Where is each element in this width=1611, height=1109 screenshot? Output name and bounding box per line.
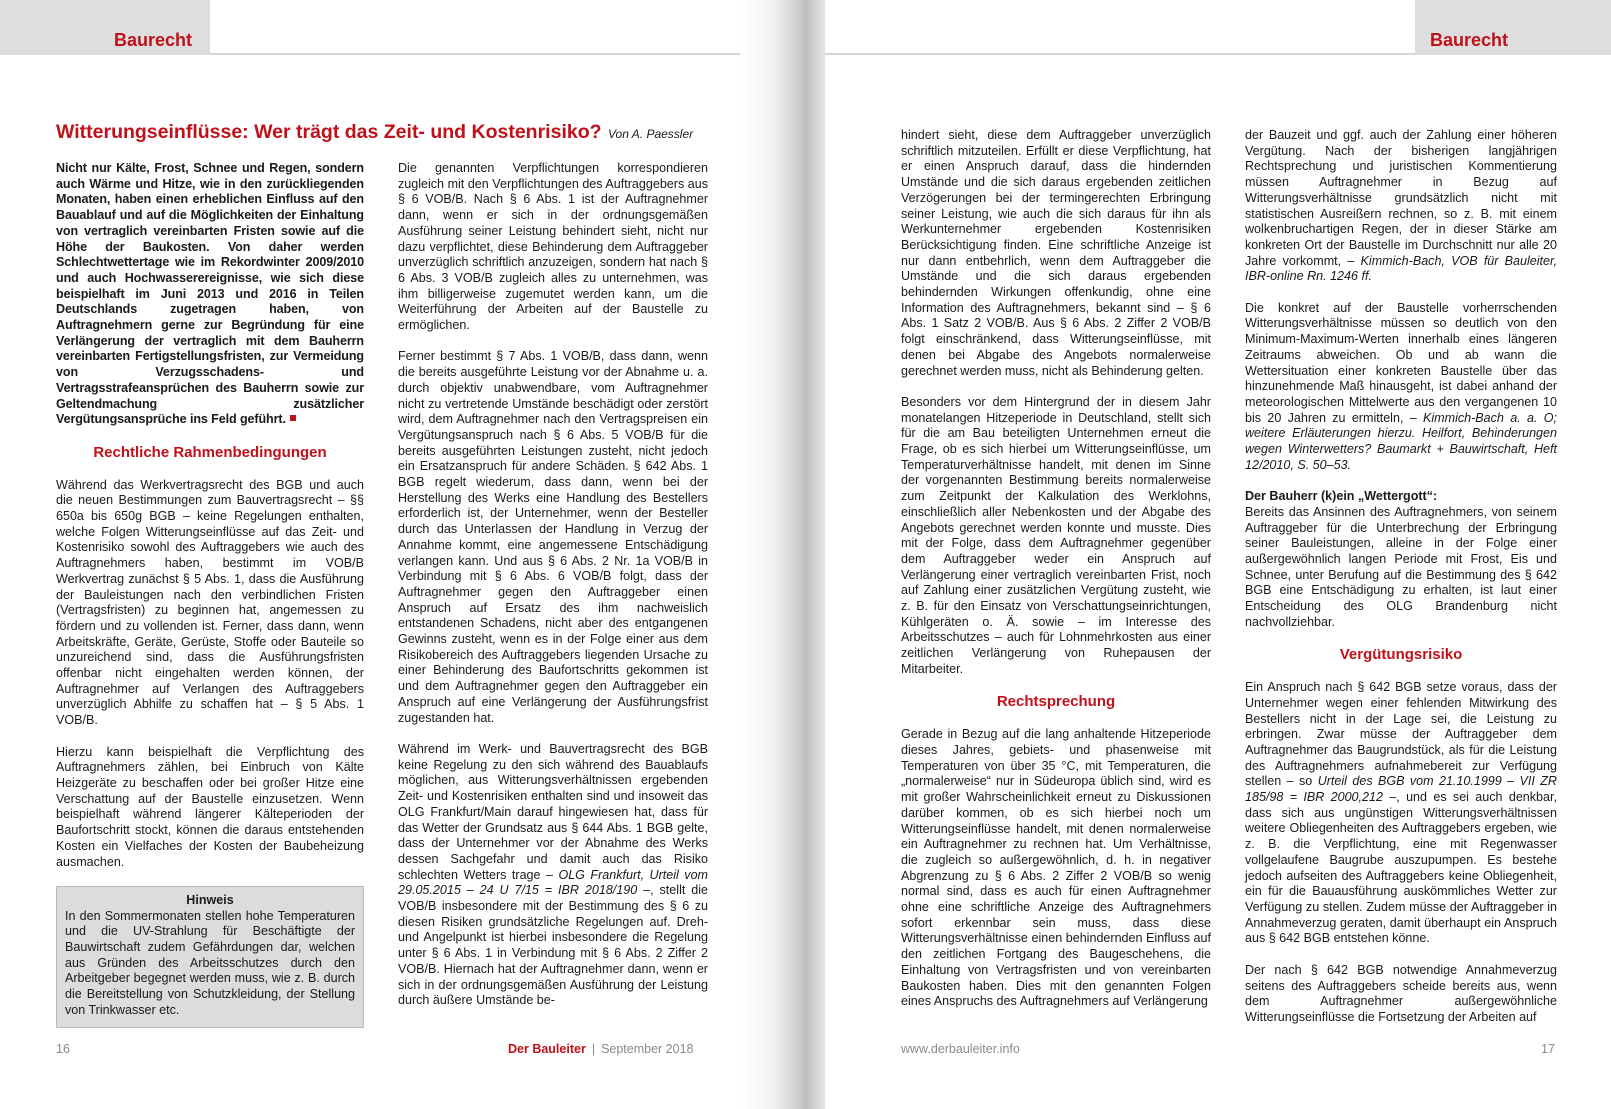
body-text: Die konkret auf der Baustelle vorherrschenden Witterungsverhältnisse müssen so deutlich von den Minimum-Maximum-Werten innerhalb eines längeren Zeitraums abweichen. Ob und ab wann die Wettersituation einer konkreten Baustelle über das hinzunehmende Maß hinausgeht, ist dabei anhand der meteorologischen Mittelwerte aus den vergangenen 10 bis 20 Jahren zu ermitteln, – bbox=[1245, 300, 1557, 425]
hinweis-box bbox=[56, 886, 364, 1028]
body-paragraph bbox=[1245, 128, 1557, 285]
right-column-1 bbox=[901, 128, 1211, 1010]
body-paragraph: Besonders vor dem Hintergrund der in diesem Jahr monatelangen Hitzeperiode in Deutschland, stellt sich für die am Bau beteiligten Unternehmen erneut die Frage, ob es sich hierbei um Witterungseinflüsse, um Temperaturverhältnisse handelt, mit denen im Sinne der vorgenannten Bestimmung bereits normalerweise zum Zeitpunkt der Kalkulation des Werklohns, einschließlich aller Nebenkosten und der Abgabe des Angebots gerechnet werden konnte und musste. Dies mit der Folge, dass dem Auftragnehmer gegenüber dem Auftraggeber weder ein Anspruch auf Verlängerung einer vertraglich vereinbarten Frist, noch auf Zahlung einer zusätzlichen Vergütung zusteht, wie z. B. für den Einsatz von Verschattungseinrichtungen, Kühlgeräten o. Ä. sowie – im Interesse des Arbeitsschutzes – auch für Lohnmehrkosten aus einer zeitlichen Verlängerung von Ruhepausen der Mitarbeiter. bbox=[901, 394, 1211, 676]
body-paragraph: Ferner bestimmt § 7 Abs. 1 VOB/B, dass dann, wenn die bereits ausgeführte Leistung vor der Abnahme u. a. durch objektiv unabwendbare, vom Auftragnehmer nicht zu vertretende Umstände beschädigt oder zerstört wird, dem Auftragnehmer nach den Vertragspreisen ein Vergütungsanspruch nach § 6 Abs. 5 VOB/B für die bereits ausgeführten Leistungen zusteht, nicht jedoch ein Ersatzanspruch für andere Schäden. § 642 Abs. 1 BGB regelt wiederum, dass dann, wenn bei der Herstellung des Werks eine Handlung des Bestellers erforderlich ist, der Unternehmer, wenn der Besteller durch das Unterlassen der Handlung in Verzug der Annahme kommt, eine angemessene Entschädigung verlangen kann. Und aus § 6 Abs. 2 Nr. 1a VOB/B in Verbindung mit § 6 Abs. 6 VOB/B folgt, dass der Auftragnehmer gegen den Auftraggeber einen Anspruch auf Ersatz des ihm nachweislich entstandenen Schadens, nicht aber des entgangenen Gewinns zusteht, wenn es in der Folge einer aus dem Risikobereich des Auftraggebers liegenden Ursache zu einer Behinderung des Baufortschritts gekommen ist und dem Auftragnehmer gegen den Auftraggeber ein Anspruch auf eine Verlängerung der Ausführungsfrist zugestanden hat. bbox=[398, 349, 708, 725]
hinweis-title: Hinweis bbox=[186, 892, 234, 907]
body-paragraph: Bereits das Ansinnen des Auftragnehmers, von seinem Auftraggeber für die Unterbrechung der Erbringung seiner Bauleistungen, alleine in der Folge einer außergewöhnlich langen Periode mit Frost, Eis und Schnee, unter Berufung auf die Bestimmung des § 642 BGB eine Entschädigung zu erhalten, ist laut einer Entscheidung des OLG Brandenburg nicht nachvollziehbar. bbox=[1245, 504, 1557, 629]
website-url[interactable]: www.derbauleiter.info bbox=[901, 1042, 1020, 1056]
body-text: Ein Anspruch nach § 642 BGB setze voraus, dass der Unternehmer wegen einer fehlenden Mitwirkung des Bestellers nicht in der Lage sei, die Leistung zu erbringen. Zwar müsse der Auftraggeber dem Auftragnehmer das Baugrundstück, als für die Leistung des Auftragnehmers aufnahmebereit zur Verfügung stellen – so bbox=[1245, 680, 1557, 789]
citation: Kimmich-Bach, VOB für Bauleiter, IBR-online Rn. 1246 ff. bbox=[1245, 253, 1557, 284]
left-page bbox=[0, 0, 760, 1109]
citation: Urteil des BGB vom 21.10.1999 – VII ZR 185/98 = IBR 2000,212 bbox=[1245, 774, 1557, 805]
citation: Kimmich-Bach a. a. O; weitere Erläuterungen hierzu. Heilfort, Behinderungen wegen Winterwetters? Baumarkt + Bauwirtschaft, Heft 12/2010, S. 50–53. bbox=[1245, 410, 1557, 472]
body-paragraph: Der nach § 642 BGB notwendige Annahmeverzug seitens des Auftraggebers scheide bereits aus, wenn dem Auftragnehmer außergewöhnliche Witterungseinflüsse die Fortsetzung der Arbeiten auf bbox=[1245, 962, 1557, 1024]
issue-date: September 2018 bbox=[601, 1042, 694, 1056]
subhead-rechtsprechung: Rechtsprechung bbox=[996, 693, 1116, 711]
footer-separator: | bbox=[591, 1042, 596, 1056]
body-paragraph: Gerade in Bezug auf die lang anhaltende Hitzeperiode dieses Jahres, gebiets- und phasenweise mit Temperaturen von über 35 °C, mit Temperaturen, die „normalerweise“ nur in Südeuropa üblich sind, wird es mit großer Wahrscheinlichkeit erneut zu Diskussionen darüber kommen, ob es sich hierbei noch um Witterungseinflüsse handelt, mit denen normalerweise ein Auftragnehmer zu rechnen hat. Um Verhältnisse, die zugleich so außergewöhnlich, d. h. in negativer Abgrenzung zu § 6 Abs. 2 Ziffer 2 VOB/B so wenig normal sind, dass es auch für einen Auftragnehmer ohne eine schriftliche Anzeige des Auftragnehmers sofort erkennbar sein muss, dass diese Witterungsverhältnisse einen behindernden Einfluss auf den zeitlichen Fortgang des Baugeschehens, die Einhaltung von Vertragsfristen und von vereinbarten Baukosten haben. Dies mit den genannten Folgen eines Anspruchs des Auftragnehmers auf Verlängerung bbox=[901, 727, 1211, 1009]
body-paragraph: Die genannten Verpflichtungen korrespondieren zugleich mit den Verpflichtungen des Auftraggebers aus § 6 VOB/B. Nach § 6 Abs. 1 ist der Auftragnehmer dann, wenn er sich in der ordnungsgemäßen Ausführung seiner Leistung behindert sieht, nicht nur dazu verpflichtet, diese Behinderung dem Auftraggeber unverzüglich schriftlich anzuzeigen, sondern hat nach § 6 Abs. 3 VOB/B zugleich alles zu unternehmen, was ihm billigerweise zugemutet werden kann, um die Weiterführung der Arbeiten auf der Baustelle zu ermöglichen. bbox=[398, 161, 708, 333]
header-divider bbox=[210, 53, 760, 55]
lead-paragraph bbox=[56, 161, 364, 428]
hinweis-text: In den Sommermonaten stellen hohe Temperaturen und die UV-Strahlung für Beschäftigte der Bauwirtschaft zudem Gefährdungen dar, welchen aus Gründen des Arbeitsschutzes durch den Arbeitgeber begegnet werden muss, wie z. B. durch die Bereitstellung von Schutzkleidung, der Stellung von Trinkwasser etc. bbox=[65, 908, 355, 1017]
section-tab-right bbox=[1415, 0, 1611, 55]
subhead-rahmenbedingungen: Rechtliche Rahmenbedingungen bbox=[93, 443, 327, 461]
lead-text: Nicht nur Kälte, Frost, Schnee und Regen, sondern auch Wärme und Hitze, wie in den zurückliegenden Monaten, haben einen erheblichen Einfluss auf den Bauablauf und auf die Möglichkeiten der Einhaltung von vertraglich vereinbarten Fristen sowie auf die Höhe der Baukosten. Von daher werden Schlechtwettertage wie im Rekordwinter 2009/2010 und auch Hochwasserereignisse, wie sich diese beispielhaft im Juni 2013 und 2016 in Teilen Deutschlands zugetragen haben, von Auftragnehmern gerne zur Begründung für eine Verlängerung der vertraglich mit dem Bauherrn vereinbarten Fertigstellungsfristen, zur Vermeidung von Verzugsschadens- und Vertragsstrafeansprüchen des Bauherrn sowie zur Geltendmachung zusätzlicher Vergütungsansprüche ins Feld geführt. bbox=[56, 161, 364, 427]
body-text: –, und es sei auch denkbar, dass sich aus ungünstigen Witterungsverhältnissen weitere Obliegenheiten des Auftraggebers ergeben, wie z. B. die Verpflichtung, eine mit Regenwasser vollgelaufene Baugrube auszupumpen. Es bestehe jedoch aufseiten des Auftraggebers keine Obliegenheit, ein für die Bauausführung auskömmliches Wetter zur Verfügung zu stellen. Zudem müsse der Auftraggeber in Annahmeverzug geraten, damit überhaupt ein Anspruch aus § 642 BGB entstehen könne. bbox=[1245, 790, 1557, 946]
end-mark-icon bbox=[290, 415, 296, 421]
body-paragraph: Während das Werkvertragsrecht des BGB und auch die neuen Bestimmungen zum Bauvertragsrecht – §§ 650a bis 650g BGB – keine Regelungen enthalten, welche Folgen Witterungseinflüsse auf das Zeit- und Kostenrisiko sowohl des Auftraggebers wie auch des Auftragnehmers haben, bestimmt im VOB/B Werkvertrag zunächst § 5 Abs. 1, dass die Ausführung der Bauleistungen nach den verbindlichen Fristen (Vertragsfristen) zu beginnen hat, angemessen zu fördern und zu vollenden ist. Ferner, dass dann, wenn Arbeitskräfte, Geräte, Gerüste, Stoffe oder Bauteile so unzureichend sind, dass die Ausführungsfristen offenbar nicht eingehalten werden können, der Auftragnehmer auf Verlangen des Auftraggebers unverzüglich Abhilfe zu schaffen hat – § 5 Abs. 1 VOB/B. bbox=[56, 477, 364, 728]
left-column-2 bbox=[398, 161, 708, 1009]
body-paragraph bbox=[398, 742, 708, 1009]
right-column-2 bbox=[1245, 128, 1557, 1026]
left-column-1 bbox=[56, 161, 364, 1028]
section-tab-left bbox=[0, 0, 210, 55]
magazine-name: Der Bauleiter bbox=[508, 1042, 586, 1056]
body-paragraph bbox=[1245, 301, 1557, 474]
subhead-verguetungsrisiko: Vergütungsrisiko bbox=[1339, 646, 1463, 664]
page-number-right: 17 bbox=[1541, 1042, 1555, 1056]
section-tab-label: Baurecht bbox=[1430, 30, 1509, 50]
body-paragraph: Hierzu kann beispielhaft die Verpflichtung des Auftragnehmers zählen, bei Einbruch von Kälte Heizgeräte zu beschaffen oder bei großer Hitze eine Verschattung auf der Baustelle einzusetzen. Wenn beispielhaft während längerer Kälteperioden der Baufortschritt stockt, können die daraus entstehenden Kosten ein Vielfaches der Kosten der Baubeheizung ausmachen. bbox=[56, 744, 364, 869]
article-headline: Witterungseinflüsse: Wer trägt das Zeit- und Kostenrisiko? bbox=[56, 121, 602, 143]
article-title bbox=[56, 121, 746, 144]
body-paragraph: hindert sieht, diese dem Auftraggeber unverzüglich schriftlich mitzuteilen. Erfüllt er diese Verpflichtung, hat er einen Anspruch darauf, dass die hindernden Umstände und die sich daraus ergebenden zeitlichen Verzögerungen bei der termingerechten Erbringung seiner Leistung, wie auch die sich daraus für ihn als Werkunternehmer ergebenden Kostenrisiken Berücksichtigung finden. Eine schriftliche Anzeige ist nur dann entbehrlich, wenn dem Auftraggeber die Umstände und die sich daraus ergebenden behindernden Wirkungen offenkundig, ohne eine Information des Auftragnehmers, bekannt sind – § 6 Abs. 1 Satz 2 VOB/B. Aus § 6 Abs. 2 Ziffer 2 VOB/B folgt einschränkend, dass Witterungseinflüsse, mit denen bei Abgabe des Angebots normalerweise gerechnet werden muss, nicht als Behinderung gelten. bbox=[901, 128, 1211, 378]
page-number-left: 16 bbox=[56, 1042, 70, 1056]
body-text: der Bauzeit und ggf. auch der Zahlung einer höheren Vergütung. Nach der bisherigen langjährigen Rechtsprechung und juristischen Kommentierung müssen Auftragnehmer in Bezug auf Witterungsverhältnisse grundsätzlich nicht mit statistischen Ausreißern rechnen, so z. B. mit einem wolkenbruchartigen Regen, der in dieser Stärke am konkreten Ort der Baustelle im Durchschnitt nur alle 20 Jahre vorkommt, – bbox=[1245, 128, 1557, 268]
body-text: –, stellt die VOB/B insbesondere mit der Bestimmung des § 6 zu diesen Risiken grundsätzliche Regelungen auf. Dreh- und Angelpunkt ist hierbei insbesondere die Regelung unter § 6 Abs. 1 in Verbindung mit § 6 Abs. 2 Ziffer 2 VOB/B. Hiernach hat der Auftragnehmer dann, wenn er sich in der ordnungsgemäßen Ausführung der Leistung durch äußere Umstände be- bbox=[398, 883, 709, 1008]
section-tab-label: Baurecht bbox=[114, 30, 193, 50]
footer-brand bbox=[508, 1042, 694, 1056]
header-divider bbox=[825, 53, 1415, 55]
body-paragraph bbox=[1245, 680, 1557, 947]
article-author: Von A. Paessler bbox=[607, 127, 694, 141]
body-text: Während im Werk- und Bauvertragsrecht des BGB keine Regelung zu den sich während des Bauablaufs möglichen, aus Witterungsverhältnissen ergebenden Zeit- und Kostenrisiken enthalten sind und insoweit das OLG Frankfurt/Main darauf hingewiesen hat, dass für das Wetter der Grundsatz aus § 644 Abs. 1 BGB gelte, dass der Unternehmer vor der Abnahme des Werks dessen Sachgefahr und damit auch das Risiko schlechten Wetters trage – bbox=[398, 741, 708, 882]
right-page bbox=[825, 0, 1611, 1109]
citation: OLG Frankfurt, Urteil vom 29.05.2015 – 24 U 7/15 = IBR 2018/190 bbox=[398, 867, 709, 898]
inline-heading-wettergott: Der Bauherr (k)ein „Wettergott“: bbox=[1245, 489, 1438, 504]
